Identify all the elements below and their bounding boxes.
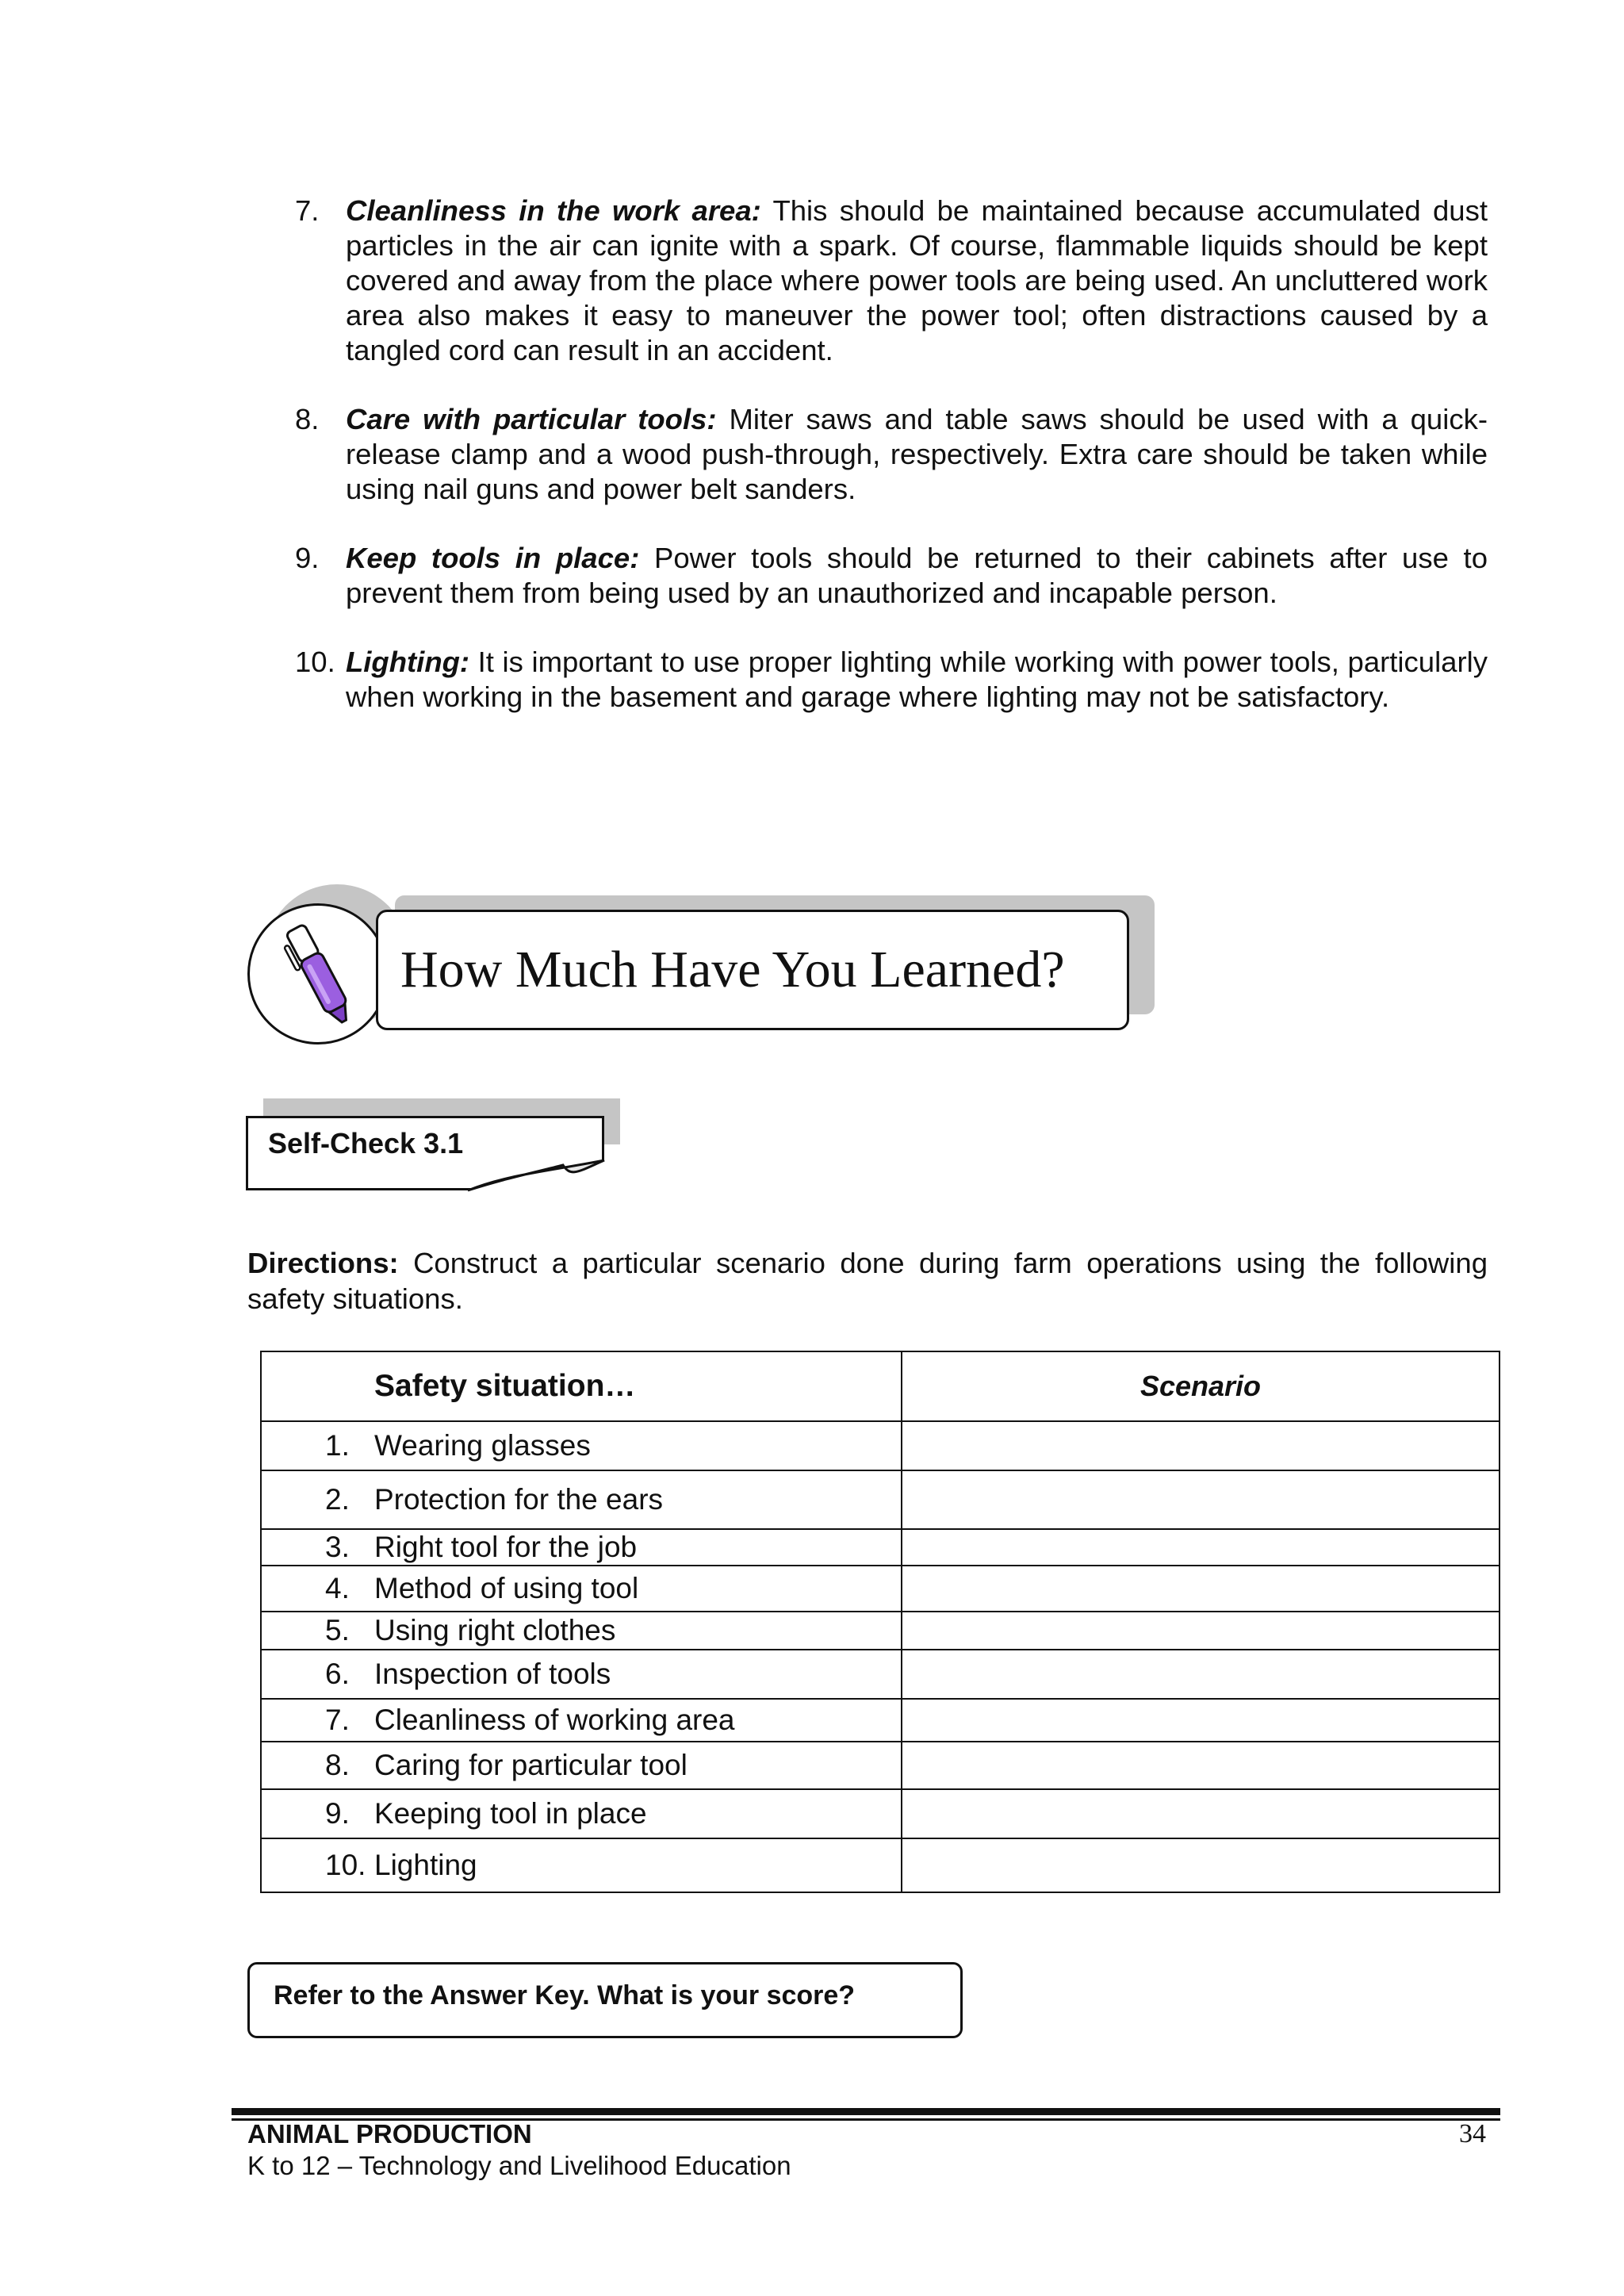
table-row bbox=[261, 1838, 1500, 1892]
page-number: 34 bbox=[1459, 2119, 1486, 2148]
directions bbox=[247, 1245, 1488, 1317]
situation-cell bbox=[261, 1789, 902, 1838]
directions-text: Construct a particular scenario done during farm operations using the following safety situations. bbox=[247, 1247, 1488, 1315]
scenario-cell[interactable] bbox=[902, 1650, 1500, 1699]
footer-rule-thick bbox=[232, 2108, 1500, 2115]
section-banner bbox=[246, 884, 1158, 1043]
rule-item bbox=[295, 194, 1488, 368]
header-safety-situation: Safety situation… bbox=[261, 1351, 902, 1421]
situation-label: Lighting bbox=[374, 1849, 477, 1881]
banner-title-box bbox=[376, 910, 1129, 1030]
rule-text bbox=[346, 541, 1488, 611]
situation-cell bbox=[261, 1612, 902, 1650]
scenario-cell[interactable] bbox=[902, 1789, 1500, 1838]
rule-number: 9. bbox=[295, 542, 320, 574]
scenario-cell[interactable] bbox=[902, 1838, 1500, 1892]
banner-icon-circle bbox=[247, 903, 389, 1045]
situation-cell bbox=[261, 1650, 902, 1699]
scenario-cell[interactable] bbox=[902, 1566, 1500, 1612]
situation-cell bbox=[261, 1421, 902, 1470]
rule-item bbox=[295, 645, 1488, 715]
scenario-cell[interactable] bbox=[902, 1742, 1500, 1789]
situation-cell bbox=[261, 1699, 902, 1742]
situation-label: Method of using tool bbox=[374, 1572, 639, 1604]
row-number: 4. bbox=[325, 1572, 350, 1604]
table-row bbox=[261, 1566, 1500, 1612]
table-header-row bbox=[261, 1351, 1500, 1421]
row-number: 1. bbox=[325, 1429, 350, 1462]
situation-label: Wearing glasses bbox=[374, 1429, 591, 1462]
row-number: 2. bbox=[325, 1483, 350, 1516]
table-row bbox=[261, 1529, 1500, 1566]
rule-number: 10. bbox=[295, 646, 335, 678]
situation-label: Inspection of tools bbox=[374, 1658, 611, 1690]
rule-number: 7. bbox=[295, 194, 320, 227]
row-number: 9. bbox=[325, 1797, 350, 1830]
table-row bbox=[261, 1650, 1500, 1699]
rule-body: It is important to use proper lighting while working with power tools, particularly when working in the basement and garage where lighting may not be satisfactory. bbox=[346, 646, 1488, 713]
scenario-cell[interactable] bbox=[902, 1421, 1500, 1470]
situation-label: Caring for particular tool bbox=[374, 1749, 688, 1781]
answer-key-box bbox=[247, 1962, 963, 2038]
rule-body: This should be maintained because accumulated dust particles in the air can ignite with a spark. Of course, flammable liquids should be kept covered and away from the place where power tools are being used. An uncluttered work area also makes it easy to maneuver the power tool; often distractions caused by a tangled cord can result in an accident. bbox=[346, 194, 1488, 366]
row-number: 8. bbox=[325, 1749, 350, 1781]
situation-label: Keeping tool in place bbox=[374, 1797, 647, 1830]
row-number: 5. bbox=[325, 1614, 350, 1646]
table-row bbox=[261, 1699, 1500, 1742]
situation-label: Right tool for the job bbox=[374, 1531, 638, 1563]
scenario-cell[interactable] bbox=[902, 1612, 1500, 1650]
situation-label: Using right clothes bbox=[374, 1614, 616, 1646]
banner-title: How Much Have You Learned? bbox=[400, 941, 1065, 999]
self-check-tab bbox=[246, 1098, 626, 1202]
table-row bbox=[261, 1742, 1500, 1789]
self-check-label: Self-Check 3.1 bbox=[268, 1127, 464, 1159]
rule-text bbox=[346, 645, 1488, 715]
row-number: 10. bbox=[325, 1849, 366, 1881]
footer-subtitle: K to 12 – Technology and Livelihood Education bbox=[247, 2151, 791, 2180]
rule-item bbox=[295, 541, 1488, 611]
pen-icon bbox=[250, 906, 386, 1042]
rule-number: 8. bbox=[295, 403, 320, 435]
rule-term: Keep tools in place: bbox=[346, 542, 640, 574]
directions-label: Directions: bbox=[247, 1247, 399, 1279]
rule-text bbox=[346, 402, 1488, 507]
answer-key-text: Refer to the Answer Key. What is your score? bbox=[274, 1980, 856, 2010]
rule-term: Cleanliness in the work area: bbox=[346, 194, 761, 227]
rule-body: Miter saws and table saws should be used with a quick-release clamp and a wood push-through, respectively. Extra care should be taken while using nail guns and power belt sanders. bbox=[346, 403, 1488, 505]
scenario-cell[interactable] bbox=[902, 1529, 1500, 1566]
safety-table bbox=[260, 1351, 1500, 1893]
scenario-cell[interactable] bbox=[902, 1699, 1500, 1742]
rule-term: Care with particular tools: bbox=[346, 403, 717, 435]
situation-cell bbox=[261, 1742, 902, 1789]
rule-term: Lighting: bbox=[346, 646, 470, 678]
row-number: 6. bbox=[325, 1658, 350, 1690]
situation-label: Protection for the ears bbox=[374, 1483, 664, 1516]
rules-list bbox=[295, 194, 1488, 749]
rule-item bbox=[295, 402, 1488, 507]
footer-title: ANIMAL PRODUCTION bbox=[247, 2119, 532, 2148]
rule-text bbox=[346, 194, 1488, 368]
header-scenario: Scenario bbox=[902, 1351, 1500, 1421]
situation-cell bbox=[261, 1838, 902, 1892]
situation-label: Cleanliness of working area bbox=[374, 1704, 735, 1736]
scenario-cell[interactable] bbox=[902, 1470, 1500, 1529]
table-row bbox=[261, 1421, 1500, 1470]
situation-cell bbox=[261, 1470, 902, 1529]
situation-cell bbox=[261, 1566, 902, 1612]
table-row bbox=[261, 1612, 1500, 1650]
situation-cell bbox=[261, 1529, 902, 1566]
rule-body: Power tools should be returned to their cabinets after use to prevent them from being used by an unauthorized and incapable person. bbox=[346, 542, 1488, 609]
row-number: 7. bbox=[325, 1704, 350, 1736]
table-row bbox=[261, 1789, 1500, 1838]
row-number: 3. bbox=[325, 1531, 350, 1563]
table-row bbox=[261, 1470, 1500, 1529]
